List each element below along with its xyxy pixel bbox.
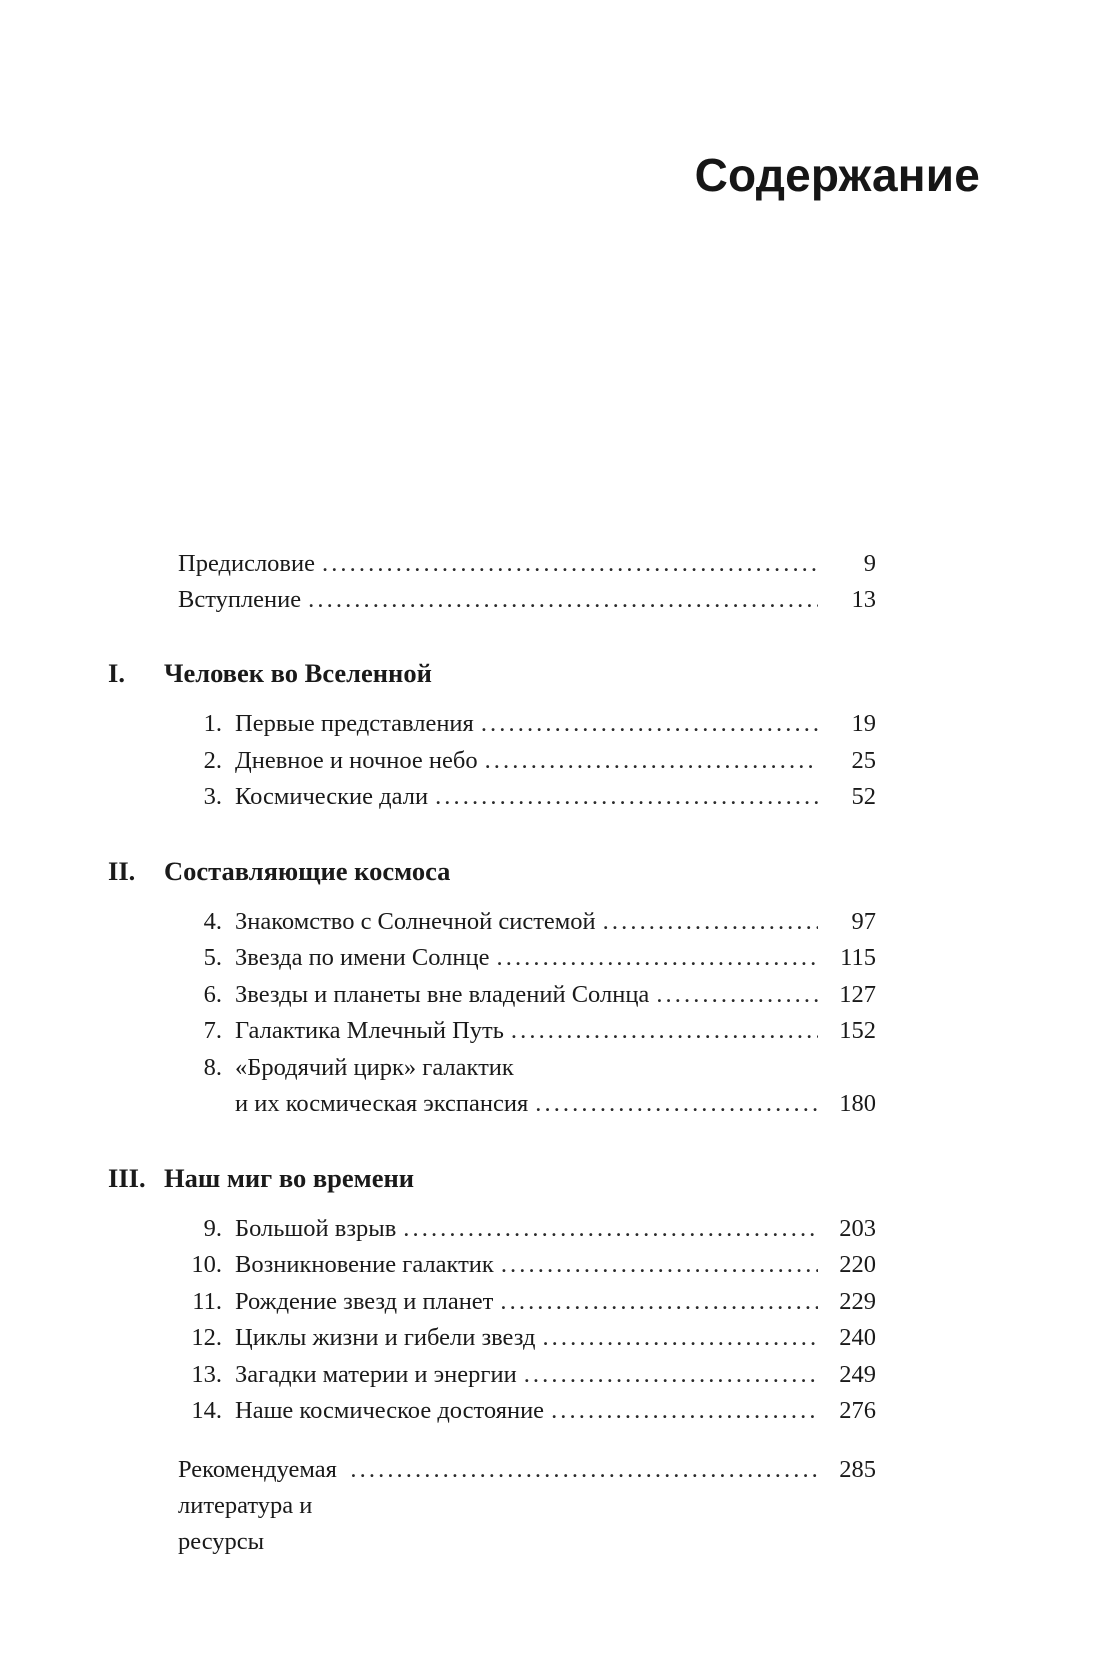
chapter-page: 152	[839, 1017, 876, 1044]
toc-chapter-5[interactable]	[108, 940, 876, 977]
dot-leader	[511, 1013, 818, 1050]
section-numeral: II.	[108, 855, 136, 886]
chapter-number: 1.	[203, 710, 222, 737]
chapter-page: 203	[839, 1214, 876, 1242]
toc-chapter-8[interactable]	[108, 1050, 876, 1123]
toc-chapter-3[interactable]	[108, 779, 876, 816]
section-title: Составляющие космоса	[164, 855, 451, 886]
chapter-number: 13.	[191, 1360, 222, 1388]
toc-entry-label: Предисловие	[178, 550, 315, 577]
section-heading[interactable]	[108, 1161, 876, 1195]
toc-entry-further-reading[interactable]	[108, 1452, 876, 1560]
chapter-page: 249	[839, 1360, 876, 1388]
toc-entry-preface[interactable]	[108, 546, 876, 582]
chapter-page: 19	[851, 710, 876, 737]
chapter-title-continued: и их космическая экспансия	[235, 1090, 529, 1117]
chapter-title-line-1	[178, 1050, 876, 1087]
chapter-page: 276	[839, 1397, 876, 1424]
toc-chapter-13[interactable]	[108, 1357, 876, 1394]
chapter-number: 12.	[191, 1324, 222, 1351]
dot-leader	[535, 1086, 818, 1123]
dot-leader	[551, 1393, 818, 1430]
chapter-title: Первые представления	[235, 710, 474, 737]
dot-leader	[481, 706, 818, 743]
toc-chapter-6[interactable]	[108, 977, 876, 1014]
chapter-page: 127	[839, 980, 876, 1008]
chapter-number: 2.	[203, 746, 222, 774]
chapter-number: 8.	[203, 1053, 222, 1081]
dot-leader	[497, 940, 819, 977]
chapter-page: 229	[839, 1287, 876, 1315]
section-heading[interactable]	[108, 854, 876, 888]
chapter-page: 52	[851, 783, 876, 810]
toc-entry-introduction[interactable]	[108, 582, 876, 618]
page-title: Содержание	[694, 149, 980, 201]
chapter-number: 5.	[203, 944, 222, 971]
toc-chapter-1[interactable]	[108, 706, 876, 743]
section-title: Наш миг во времени	[164, 1162, 415, 1193]
toc-section-3	[108, 1161, 876, 1430]
toc-chapter-7[interactable]	[108, 1013, 876, 1050]
toc-entry-page: 285	[839, 1455, 876, 1483]
dot-leader	[500, 1284, 818, 1321]
toc-section-1	[108, 656, 876, 816]
chapter-number: 6.	[203, 980, 222, 1008]
chapter-number: 7.	[203, 1017, 222, 1044]
chapter-title: Циклы жизни и гибели звезд	[235, 1324, 536, 1351]
chapter-title: Звезда по имени Солнце	[235, 944, 490, 971]
section-numeral: III.	[108, 1162, 146, 1193]
chapter-page: 220	[839, 1251, 876, 1278]
toc-chapter-4[interactable]	[108, 904, 876, 941]
dot-leader	[524, 1357, 818, 1394]
chapter-title: Космические дали	[235, 783, 429, 810]
section-title: Человек во Вселенной	[164, 658, 432, 688]
toc-chapter-11[interactable]	[108, 1284, 876, 1321]
chapter-number: 11.	[192, 1287, 222, 1315]
chapter-title: «Бродячий цирк» галактик	[235, 1053, 514, 1081]
toc-chapter-12[interactable]	[108, 1320, 876, 1357]
toc-chapter-14[interactable]	[108, 1393, 876, 1430]
chapter-title-line-2	[178, 1086, 876, 1123]
chapter-number: 10.	[191, 1251, 222, 1278]
toc-section-2	[108, 854, 876, 1123]
chapter-page: 97	[851, 907, 876, 935]
chapter-number: 9.	[203, 1214, 222, 1242]
chapter-title: Дневное и ночное небо	[235, 746, 478, 774]
chapter-title: Загадки материи и энергии	[235, 1360, 517, 1388]
chapter-page: 25	[851, 746, 876, 774]
dot-leader	[656, 977, 818, 1014]
dot-leader	[322, 546, 818, 582]
section-numeral: I.	[108, 658, 125, 688]
chapter-title: Галактика Млечный Путь	[235, 1017, 504, 1044]
dot-leader	[542, 1320, 818, 1357]
toc-list	[108, 546, 876, 1560]
chapter-page: 115	[840, 944, 876, 971]
toc-chapter-10[interactable]	[108, 1247, 876, 1284]
dot-leader	[403, 1211, 818, 1248]
toc-chapter-9[interactable]	[108, 1211, 876, 1248]
toc-entry-label: Рекомендуемая литература и ресурсы	[178, 1455, 337, 1555]
dot-leader	[501, 1247, 818, 1284]
chapter-number: 3.	[203, 783, 222, 810]
chapter-title: Знакомство с Солнечной системой	[235, 907, 596, 935]
dot-leader	[603, 904, 818, 941]
chapter-page: 180	[839, 1090, 876, 1117]
section-heading[interactable]	[108, 656, 876, 690]
toc-entry-page: 9	[863, 550, 876, 577]
toc-entry-page: 13	[851, 586, 876, 613]
chapter-title: Рождение звезд и планет	[235, 1287, 494, 1315]
chapter-number: 4.	[203, 907, 222, 935]
dot-leader	[435, 779, 818, 816]
toc-entry-label: Вступление	[178, 586, 302, 613]
chapter-title: Большой взрыв	[235, 1214, 397, 1242]
chapter-title: Возникновение галактик	[235, 1251, 494, 1278]
chapter-number: 14.	[191, 1397, 222, 1424]
chapter-title: Звезды и планеты вне владений Солнца	[235, 980, 650, 1008]
chapter-page: 240	[839, 1324, 876, 1351]
dot-leader	[350, 1452, 818, 1488]
chapter-title: Наше космическое достояние	[235, 1397, 545, 1424]
toc-chapter-2[interactable]	[108, 743, 876, 780]
dot-leader	[485, 743, 818, 780]
dot-leader	[308, 582, 818, 618]
